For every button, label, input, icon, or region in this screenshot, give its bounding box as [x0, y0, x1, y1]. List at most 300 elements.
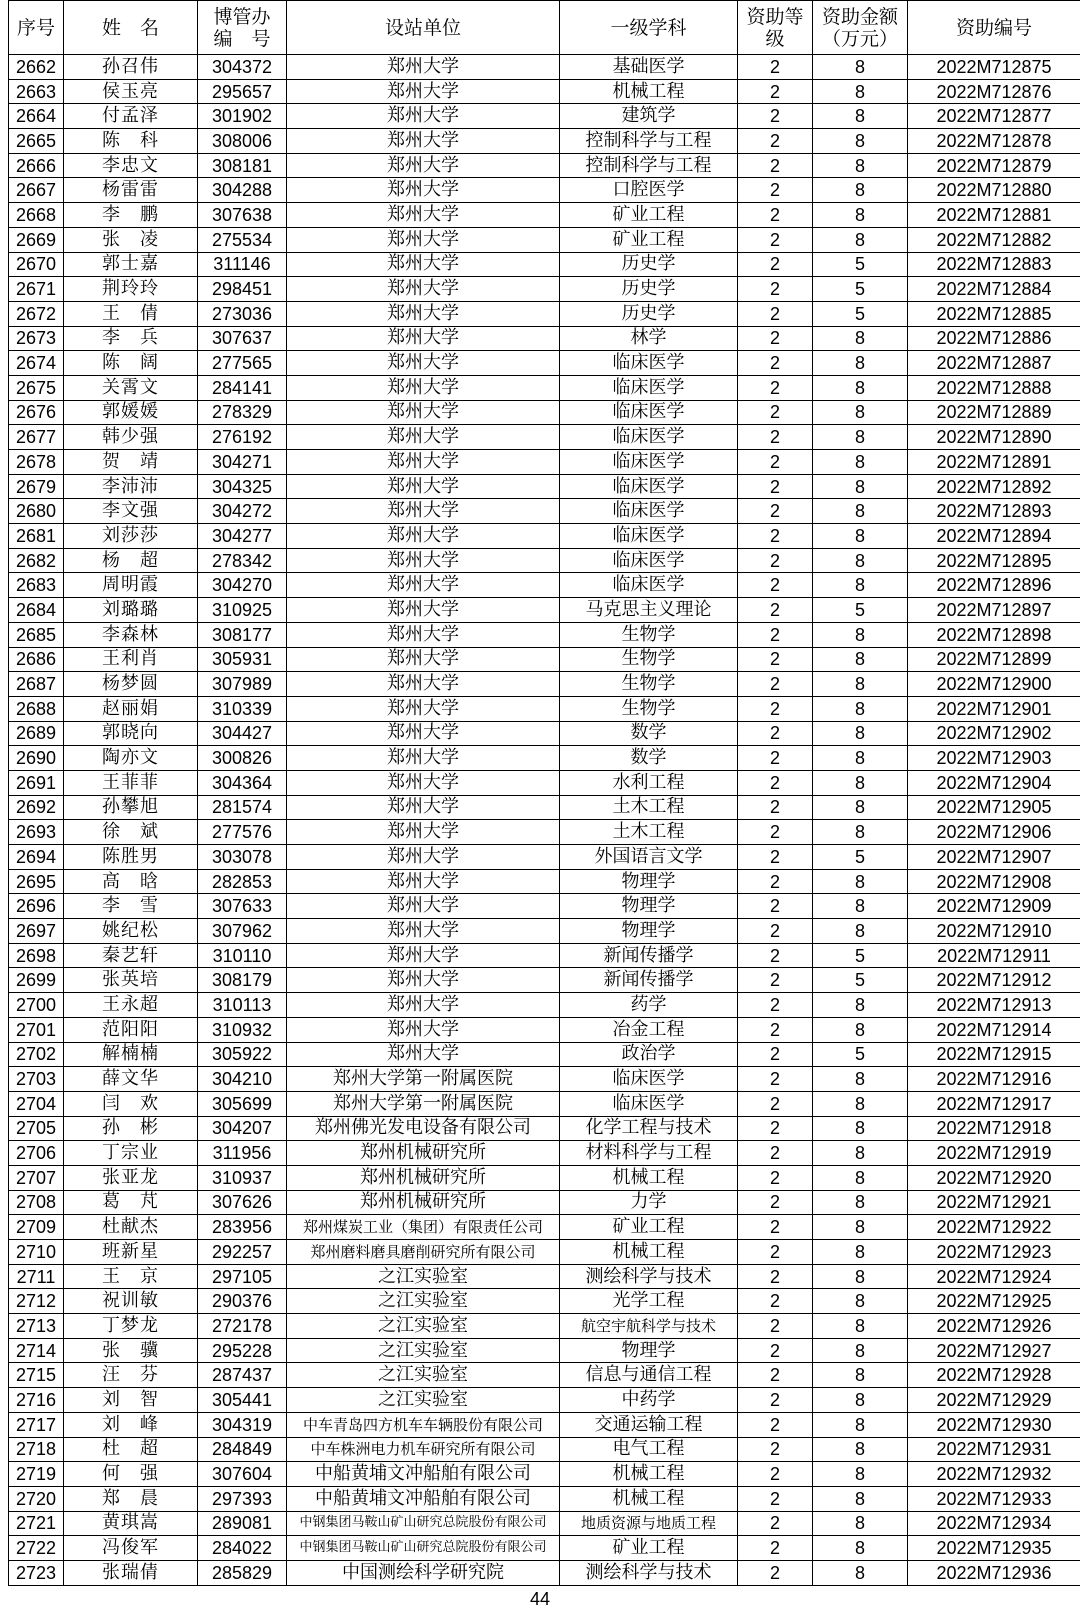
cell-amount: 8: [813, 820, 908, 845]
cell-discipline: 临床医学: [560, 351, 738, 376]
cell-name: 刘莎莎: [64, 524, 198, 549]
cell-grade: 2: [738, 721, 813, 746]
cell-discipline: 历史学: [560, 301, 738, 326]
cell-unit: 郑州大学第一附属医院: [287, 1067, 560, 1092]
cell-amount: 8: [813, 746, 908, 771]
cell-unit: 郑州大学: [287, 375, 560, 400]
cell-name: 张英培: [64, 968, 198, 993]
cell-office-id: 285829: [198, 1560, 287, 1585]
cell-amount: 8: [813, 326, 908, 351]
cell-name: 闫 欢: [64, 1091, 198, 1116]
cell-name: 丁梦龙: [64, 1314, 198, 1339]
cell-discipline: 中药学: [560, 1388, 738, 1413]
table-row: [9, 153, 1080, 178]
table-row: [9, 795, 1080, 820]
header-grade-line2: 级: [765, 27, 785, 50]
cell-amount: 8: [813, 770, 908, 795]
cell-name: 郭晓向: [64, 721, 198, 746]
cell-grant-id: 2022M712908: [908, 869, 1080, 894]
cell-seq: 2703: [9, 1067, 64, 1092]
cell-seq: 2693: [9, 820, 64, 845]
cell-grant-id: 2022M712895: [908, 548, 1080, 573]
cell-discipline: 基础医学: [560, 55, 738, 80]
cell-office-id: 307989: [198, 672, 287, 697]
cell-unit: 中国测绘科学研究院: [287, 1560, 560, 1585]
cell-office-id: 284022: [198, 1536, 287, 1561]
cell-seq: 2718: [9, 1437, 64, 1462]
cell-office-id: 304319: [198, 1412, 287, 1437]
table-row: [9, 326, 1080, 351]
cell-grant-id: 2022M712933: [908, 1486, 1080, 1511]
cell-unit: 郑州大学: [287, 351, 560, 376]
cell-discipline: 测绘科学与技术: [560, 1264, 738, 1289]
cell-name: 付孟泽: [64, 104, 198, 129]
table-row: [9, 968, 1080, 993]
cell-discipline: 生物学: [560, 647, 738, 672]
cell-grade: 2: [738, 894, 813, 919]
cell-grade: 2: [738, 129, 813, 154]
cell-grant-id: 2022M712912: [908, 968, 1080, 993]
cell-office-id: 287437: [198, 1363, 287, 1388]
table-row: [9, 1412, 1080, 1437]
table-row: [9, 1462, 1080, 1487]
table-row: [9, 869, 1080, 894]
cell-seq: 2690: [9, 746, 64, 771]
cell-grant-id: 2022M712923: [908, 1240, 1080, 1265]
cell-office-id: 311956: [198, 1141, 287, 1166]
cell-discipline: 历史学: [560, 277, 738, 302]
table-body: [9, 55, 1080, 1586]
cell-grant-id: 2022M712899: [908, 647, 1080, 672]
cell-unit: 中钢集团马鞍山矿山研究总院股份有限公司: [287, 1511, 560, 1536]
cell-seq: 2696: [9, 894, 64, 919]
cell-grade: 2: [738, 1412, 813, 1437]
table-row: [9, 301, 1080, 326]
cell-unit: 中车株洲电力机车研究所有限公司: [287, 1437, 560, 1462]
cell-unit: 郑州大学第一附属医院: [287, 1091, 560, 1116]
cell-grade: 2: [738, 1437, 813, 1462]
cell-discipline: 临床医学: [560, 375, 738, 400]
cell-seq: 2720: [9, 1486, 64, 1511]
cell-amount: 8: [813, 1240, 908, 1265]
cell-unit: 中钢集团马鞍山矿山研究总院股份有限公司: [287, 1536, 560, 1561]
cell-name: 侯玉亮: [64, 79, 198, 104]
cell-office-id: 308181: [198, 153, 287, 178]
cell-grade: 2: [738, 1338, 813, 1363]
cell-grade: 2: [738, 1091, 813, 1116]
cell-amount: 8: [813, 1017, 908, 1042]
cell-grant-id: 2022M712900: [908, 672, 1080, 697]
cell-amount: 8: [813, 524, 908, 549]
cell-amount: 8: [813, 1363, 908, 1388]
cell-seq: 2715: [9, 1363, 64, 1388]
cell-discipline: 建筑学: [560, 104, 738, 129]
cell-seq: 2694: [9, 845, 64, 870]
cell-grade: 2: [738, 277, 813, 302]
cell-seq: 2709: [9, 1215, 64, 1240]
cell-office-id: 307604: [198, 1462, 287, 1487]
cell-unit: 郑州大学: [287, 919, 560, 944]
cell-grant-id: 2022M712916: [908, 1067, 1080, 1092]
cell-grade: 2: [738, 1017, 813, 1042]
header-unit: 设站单位: [287, 1, 560, 55]
cell-name: 关霄文: [64, 375, 198, 400]
cell-amount: 8: [813, 647, 908, 672]
cell-name: 徐 斌: [64, 820, 198, 845]
cell-grade: 2: [738, 919, 813, 944]
cell-unit: 中船黄埔文冲船舶有限公司: [287, 1462, 560, 1487]
cell-unit: 郑州大学: [287, 993, 560, 1018]
cell-grade: 2: [738, 1289, 813, 1314]
table-row: [9, 894, 1080, 919]
cell-seq: 2683: [9, 573, 64, 598]
cell-name: 李文强: [64, 499, 198, 524]
cell-grade: 2: [738, 869, 813, 894]
cell-discipline: 临床医学: [560, 474, 738, 499]
cell-discipline: 矿业工程: [560, 203, 738, 228]
cell-amount: 8: [813, 622, 908, 647]
cell-grade: 2: [738, 795, 813, 820]
table-row: [9, 252, 1080, 277]
header-discipline: 一级学科: [560, 1, 738, 55]
cell-grant-id: 2022M712918: [908, 1116, 1080, 1141]
cell-amount: 8: [813, 993, 908, 1018]
table-row: [9, 721, 1080, 746]
cell-name: 杨雷雷: [64, 178, 198, 203]
table-row: [9, 746, 1080, 771]
cell-grade: 2: [738, 227, 813, 252]
cell-grade: 2: [738, 1116, 813, 1141]
cell-grant-id: 2022M712932: [908, 1462, 1080, 1487]
cell-office-id: 304288: [198, 178, 287, 203]
cell-grade: 2: [738, 820, 813, 845]
cell-grade: 2: [738, 351, 813, 376]
cell-unit: 之江实验室: [287, 1363, 560, 1388]
table-row: [9, 1116, 1080, 1141]
cell-amount: 8: [813, 548, 908, 573]
cell-unit: 之江实验室: [287, 1314, 560, 1339]
cell-office-id: 283956: [198, 1215, 287, 1240]
cell-grade: 2: [738, 1314, 813, 1339]
cell-amount: 8: [813, 1116, 908, 1141]
cell-seq: 2721: [9, 1511, 64, 1536]
cell-seq: 2698: [9, 943, 64, 968]
cell-grant-id: 2022M712887: [908, 351, 1080, 376]
cell-discipline: 林学: [560, 326, 738, 351]
cell-office-id: 304364: [198, 770, 287, 795]
table-row: [9, 1363, 1080, 1388]
cell-office-id: 305931: [198, 647, 287, 672]
cell-discipline: 生物学: [560, 696, 738, 721]
cell-name: 郭士嘉: [64, 252, 198, 277]
cell-unit: 郑州大学: [287, 894, 560, 919]
cell-grade: 2: [738, 104, 813, 129]
cell-name: 解楠楠: [64, 1042, 198, 1067]
cell-seq: 2702: [9, 1042, 64, 1067]
cell-office-id: 304325: [198, 474, 287, 499]
cell-grade: 2: [738, 1165, 813, 1190]
cell-unit: 郑州大学: [287, 1042, 560, 1067]
cell-seq: 2673: [9, 326, 64, 351]
cell-seq: 2692: [9, 795, 64, 820]
cell-seq: 2722: [9, 1536, 64, 1561]
cell-discipline: 临床医学: [560, 1091, 738, 1116]
cell-name: 王菲菲: [64, 770, 198, 795]
cell-office-id: 310932: [198, 1017, 287, 1042]
header-office-id-line1: 博管办: [213, 5, 271, 28]
cell-seq: 2697: [9, 919, 64, 944]
cell-amount: 8: [813, 721, 908, 746]
cell-discipline: 外国语言文学: [560, 845, 738, 870]
header-name: 姓 名: [64, 1, 198, 55]
cell-grant-id: 2022M712917: [908, 1091, 1080, 1116]
cell-grade: 2: [738, 203, 813, 228]
cell-office-id: 284849: [198, 1437, 287, 1462]
table-row: [9, 1536, 1080, 1561]
table-row: [9, 55, 1080, 80]
cell-amount: 8: [813, 696, 908, 721]
cell-discipline: 新闻传播学: [560, 968, 738, 993]
cell-unit: 郑州大学: [287, 301, 560, 326]
cell-grade: 2: [738, 326, 813, 351]
cell-grant-id: 2022M712904: [908, 770, 1080, 795]
cell-grant-id: 2022M712876: [908, 79, 1080, 104]
cell-seq: 2711: [9, 1264, 64, 1289]
cell-office-id: 298451: [198, 277, 287, 302]
cell-office-id: 305922: [198, 1042, 287, 1067]
cell-discipline: 化学工程与技术: [560, 1116, 738, 1141]
cell-amount: 8: [813, 869, 908, 894]
table-row: [9, 474, 1080, 499]
cell-seq: 2687: [9, 672, 64, 697]
cell-grade: 2: [738, 79, 813, 104]
cell-office-id: 307626: [198, 1190, 287, 1215]
cell-office-id: 295228: [198, 1338, 287, 1363]
cell-amount: 8: [813, 1165, 908, 1190]
cell-name: 汪 芬: [64, 1363, 198, 1388]
cell-name: 杜献杰: [64, 1215, 198, 1240]
cell-grant-id: 2022M712878: [908, 129, 1080, 154]
cell-discipline: 航空宇航科学与技术: [560, 1314, 738, 1339]
cell-grade: 2: [738, 548, 813, 573]
cell-name: 韩少强: [64, 425, 198, 450]
cell-grant-id: 2022M712877: [908, 104, 1080, 129]
cell-amount: 8: [813, 499, 908, 524]
cell-unit: 郑州大学: [287, 968, 560, 993]
cell-grade: 2: [738, 746, 813, 771]
cell-amount: 5: [813, 598, 908, 623]
cell-name: 贺 靖: [64, 450, 198, 475]
cell-grade: 2: [738, 598, 813, 623]
cell-grant-id: 2022M712896: [908, 573, 1080, 598]
cell-unit: 郑州大学: [287, 696, 560, 721]
cell-discipline: 机械工程: [560, 1165, 738, 1190]
cell-office-id: 304277: [198, 524, 287, 549]
cell-amount: 8: [813, 474, 908, 499]
cell-discipline: 机械工程: [560, 79, 738, 104]
cell-grant-id: 2022M712888: [908, 375, 1080, 400]
cell-grant-id: 2022M712903: [908, 746, 1080, 771]
cell-grant-id: 2022M712911: [908, 943, 1080, 968]
cell-grade: 2: [738, 1560, 813, 1585]
cell-seq: 2712: [9, 1289, 64, 1314]
table-row: [9, 425, 1080, 450]
cell-grade: 2: [738, 1141, 813, 1166]
cell-discipline: 口腔医学: [560, 178, 738, 203]
cell-seq: 2675: [9, 375, 64, 400]
cell-grant-id: 2022M712875: [908, 55, 1080, 80]
cell-name: 王利肖: [64, 647, 198, 672]
cell-grade: 2: [738, 499, 813, 524]
table-row: [9, 1067, 1080, 1092]
cell-grade: 2: [738, 1388, 813, 1413]
cell-seq: 2716: [9, 1388, 64, 1413]
cell-unit: 郑州大学: [287, 647, 560, 672]
table-row: [9, 943, 1080, 968]
cell-seq: 2670: [9, 252, 64, 277]
cell-discipline: 物理学: [560, 894, 738, 919]
cell-seq: 2700: [9, 993, 64, 1018]
cell-grant-id: 2022M712891: [908, 450, 1080, 475]
cell-amount: 5: [813, 845, 908, 870]
cell-seq: 2699: [9, 968, 64, 993]
cell-name: 薛文华: [64, 1067, 198, 1092]
cell-seq: 2717: [9, 1412, 64, 1437]
cell-seq: 2704: [9, 1091, 64, 1116]
cell-office-id: 310925: [198, 598, 287, 623]
cell-grant-id: 2022M712934: [908, 1511, 1080, 1536]
cell-discipline: 数学: [560, 746, 738, 771]
cell-office-id: 308006: [198, 129, 287, 154]
cell-amount: 8: [813, 1486, 908, 1511]
cell-grade: 2: [738, 943, 813, 968]
cell-grade: 2: [738, 153, 813, 178]
cell-name: 丁宗业: [64, 1141, 198, 1166]
header-office-id: [198, 1, 287, 55]
table-row: [9, 1165, 1080, 1190]
cell-name: 孙召伟: [64, 55, 198, 80]
cell-office-id: 308177: [198, 622, 287, 647]
cell-discipline: 土木工程: [560, 795, 738, 820]
table-row: [9, 919, 1080, 944]
cell-grant-id: 2022M712892: [908, 474, 1080, 499]
cell-seq: 2678: [9, 450, 64, 475]
cell-discipline: 临床医学: [560, 1067, 738, 1092]
table-header: [9, 1, 1080, 55]
cell-name: 周明霞: [64, 573, 198, 598]
cell-name: 李森林: [64, 622, 198, 647]
table-row: [9, 1091, 1080, 1116]
cell-unit: 郑州大学: [287, 129, 560, 154]
cell-grant-id: 2022M712935: [908, 1536, 1080, 1561]
cell-grant-id: 2022M712921: [908, 1190, 1080, 1215]
cell-unit: 郑州大学: [287, 79, 560, 104]
cell-office-id: 292257: [198, 1240, 287, 1265]
cell-grade: 2: [738, 55, 813, 80]
cell-amount: 8: [813, 55, 908, 80]
cell-grade: 2: [738, 375, 813, 400]
cell-amount: 5: [813, 301, 908, 326]
cell-office-id: 304372: [198, 55, 287, 80]
cell-seq: 2680: [9, 499, 64, 524]
cell-grant-id: 2022M712914: [908, 1017, 1080, 1042]
cell-discipline: 药学: [560, 993, 738, 1018]
cell-amount: 8: [813, 1560, 908, 1585]
cell-office-id: 310113: [198, 993, 287, 1018]
cell-seq: 2682: [9, 548, 64, 573]
cell-office-id: 304270: [198, 573, 287, 598]
cell-grant-id: 2022M712905: [908, 795, 1080, 820]
cell-name: 张 骥: [64, 1338, 198, 1363]
cell-office-id: 295657: [198, 79, 287, 104]
table-row: [9, 672, 1080, 697]
cell-name: 赵丽娟: [64, 696, 198, 721]
cell-amount: 8: [813, 153, 908, 178]
cell-office-id: 277576: [198, 820, 287, 845]
cell-grade: 2: [738, 178, 813, 203]
cell-amount: 8: [813, 1264, 908, 1289]
cell-amount: 8: [813, 1338, 908, 1363]
cell-unit: 郑州机械研究所: [287, 1141, 560, 1166]
cell-grant-id: 2022M712893: [908, 499, 1080, 524]
cell-grant-id: 2022M712883: [908, 252, 1080, 277]
cell-grant-id: 2022M712931: [908, 1437, 1080, 1462]
cell-name: 刘 智: [64, 1388, 198, 1413]
header-grant-id: 资助编号: [908, 1, 1080, 55]
table-row: [9, 598, 1080, 623]
cell-grant-id: 2022M712922: [908, 1215, 1080, 1240]
cell-grade: 2: [738, 450, 813, 475]
cell-unit: 郑州机械研究所: [287, 1165, 560, 1190]
cell-office-id: 300826: [198, 746, 287, 771]
table-row: [9, 375, 1080, 400]
cell-name: 刘璐璐: [64, 598, 198, 623]
cell-amount: 8: [813, 203, 908, 228]
cell-grant-id: 2022M712894: [908, 524, 1080, 549]
header-grade-line1: 资助等: [746, 5, 804, 28]
cell-amount: 8: [813, 129, 908, 154]
table-row: [9, 845, 1080, 870]
cell-unit: 中船黄埔文冲船舶有限公司: [287, 1486, 560, 1511]
cell-amount: 8: [813, 104, 908, 129]
cell-grant-id: 2022M712915: [908, 1042, 1080, 1067]
cell-office-id: 308179: [198, 968, 287, 993]
table-row: [9, 450, 1080, 475]
cell-office-id: 278342: [198, 548, 287, 573]
table-row: [9, 227, 1080, 252]
cell-unit: 之江实验室: [287, 1289, 560, 1314]
cell-amount: 8: [813, 1388, 908, 1413]
cell-office-id: 307633: [198, 894, 287, 919]
cell-office-id: 305699: [198, 1091, 287, 1116]
cell-unit: 郑州大学: [287, 474, 560, 499]
cell-grade: 2: [738, 252, 813, 277]
cell-unit: 郑州大学: [287, 499, 560, 524]
cell-name: 陈 阔: [64, 351, 198, 376]
cell-name: 范阳阳: [64, 1017, 198, 1042]
cell-amount: 5: [813, 252, 908, 277]
cell-unit: 郑州大学: [287, 104, 560, 129]
cell-discipline: 生物学: [560, 672, 738, 697]
table-row: [9, 1264, 1080, 1289]
cell-grant-id: 2022M712924: [908, 1264, 1080, 1289]
cell-office-id: 305441: [198, 1388, 287, 1413]
cell-discipline: 数学: [560, 721, 738, 746]
cell-seq: 2664: [9, 104, 64, 129]
cell-office-id: 304272: [198, 499, 287, 524]
cell-amount: 8: [813, 919, 908, 944]
cell-office-id: 301902: [198, 104, 287, 129]
